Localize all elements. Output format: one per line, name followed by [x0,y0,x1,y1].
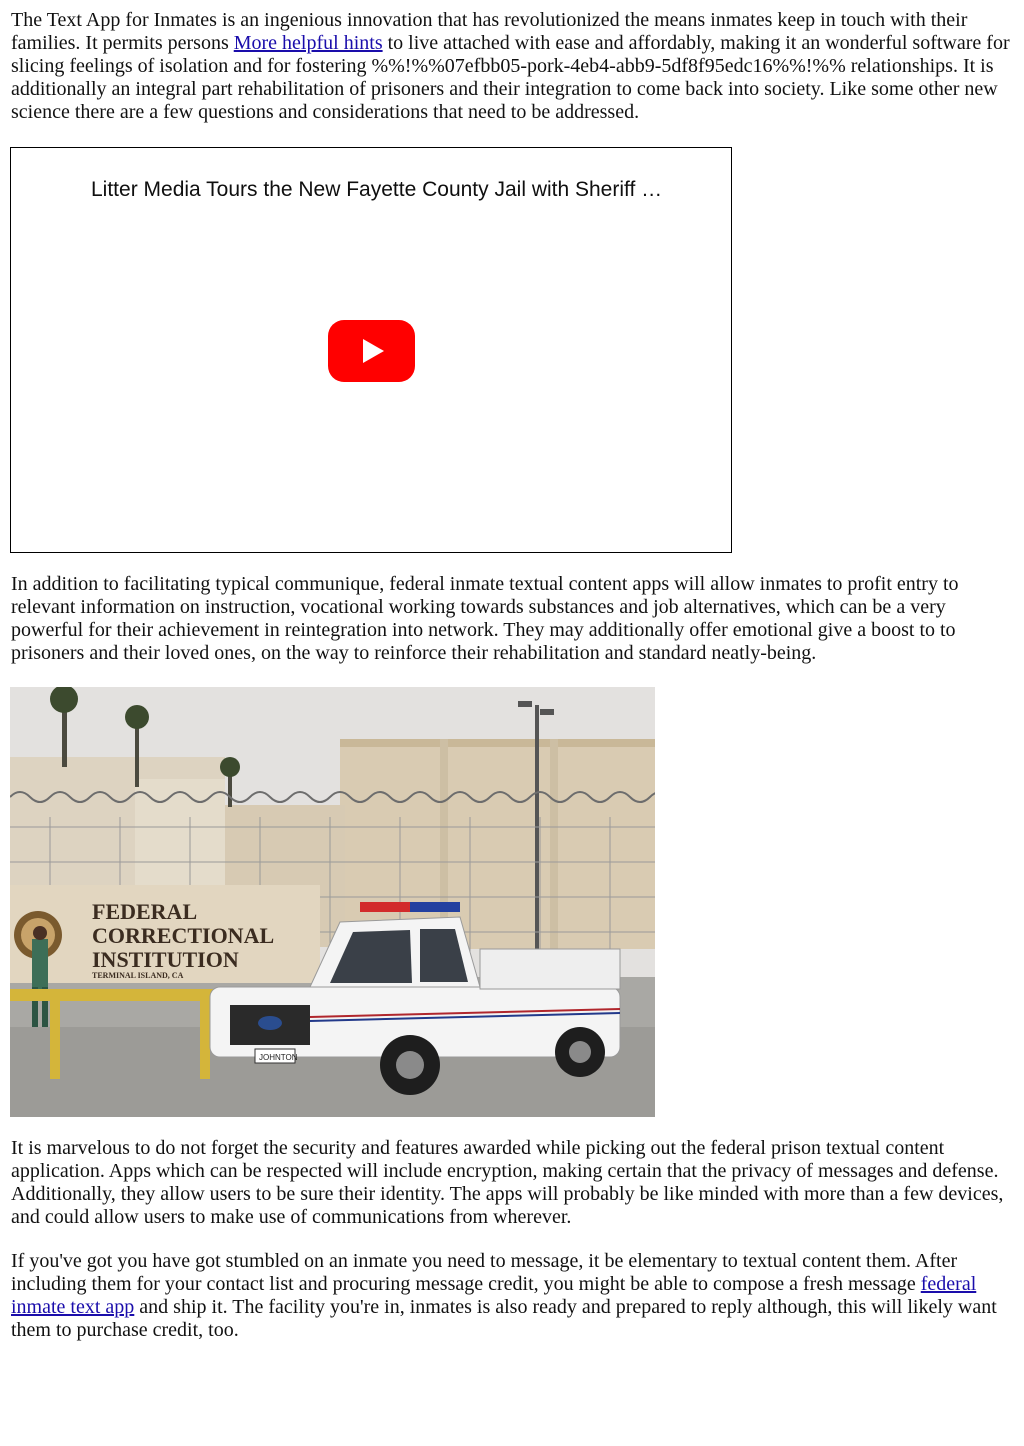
license-plate-text: JOHNTON [259,1053,298,1062]
prison-photo [10,687,655,1117]
security-paragraph: It is marvelous to do not forget the security and features awarded while picking out the federal prison textual content application. Apps which can be respected will include encryption, making certain that the privacy of messages and defense. Additionally, they allow users to be sure their identity. The apps will probably be like minded with more than a few devices, and could allow users to make use of communications from wherever. [11,1137,1004,1228]
embedded-video-player[interactable] [10,147,732,553]
play-icon[interactable] [328,320,415,382]
sign-text-institution: INSTITUTION [92,947,239,972]
sign-text-federal: FEDERAL [92,899,198,924]
more-helpful-hints-link[interactable]: More helpful hints [233,32,383,54]
intro-paragraph [11,9,1015,124]
communication-paragraph: In addition to facilitating typical communique, federal inmate textual content apps will allow inmates to profit entry to relevant information on instruction, vocational working towards substances and job alternatives, which can be a very powerful for their achievement in reintegration into network. They may additionally offer emotional give a boost to to prisoners and their loved ones, on the way to reinforce their rehabilitation and standard neatly-being. [11,573,959,664]
federal-inmate-text-app-link[interactable]: federal inmate text app [11,1273,977,1318]
messaging-text-before-link: If you've got you have got stumbled on an inmate you need to message, it be elementary to textual content them. After including them for your contact list and procuring message credit, you might be able to compose a fresh message [11,1250,958,1295]
sign-text-correctional: CORRECTIONAL [92,923,275,948]
video-title[interactable]: Litter Media Tours the New Fayette County Jail with Sheriff … [91,178,663,201]
sign-text-location: TERMINAL ISLAND, CA [92,971,184,980]
intro-text-before-link: The Text App for Inmates is an ingenious innovation that has revolutionized the means inmates keep in touch with their families. It permits persons [11,9,968,54]
intro-text-after-link: to live attached with ease and affordably, making it an wonderful software for slicing feelings of isolation and for fostering %%!%%07efbb05-pork-4eb4-abb9-5df8f95edc16%%!%% relationships. It is additionally an integral part rehabilitation of prisoners and their integration to come back into society. Like some other new science there are a few questions and considerations that need to be addressed. [11,32,1010,123]
play-button[interactable] [328,320,415,382]
messaging-text-after-link: and ship it. The facility you're in, inmates is also ready and prepared to reply although, this will likely want them to purchase credit, too. [11,1296,997,1341]
messaging-paragraph [11,1250,1011,1342]
